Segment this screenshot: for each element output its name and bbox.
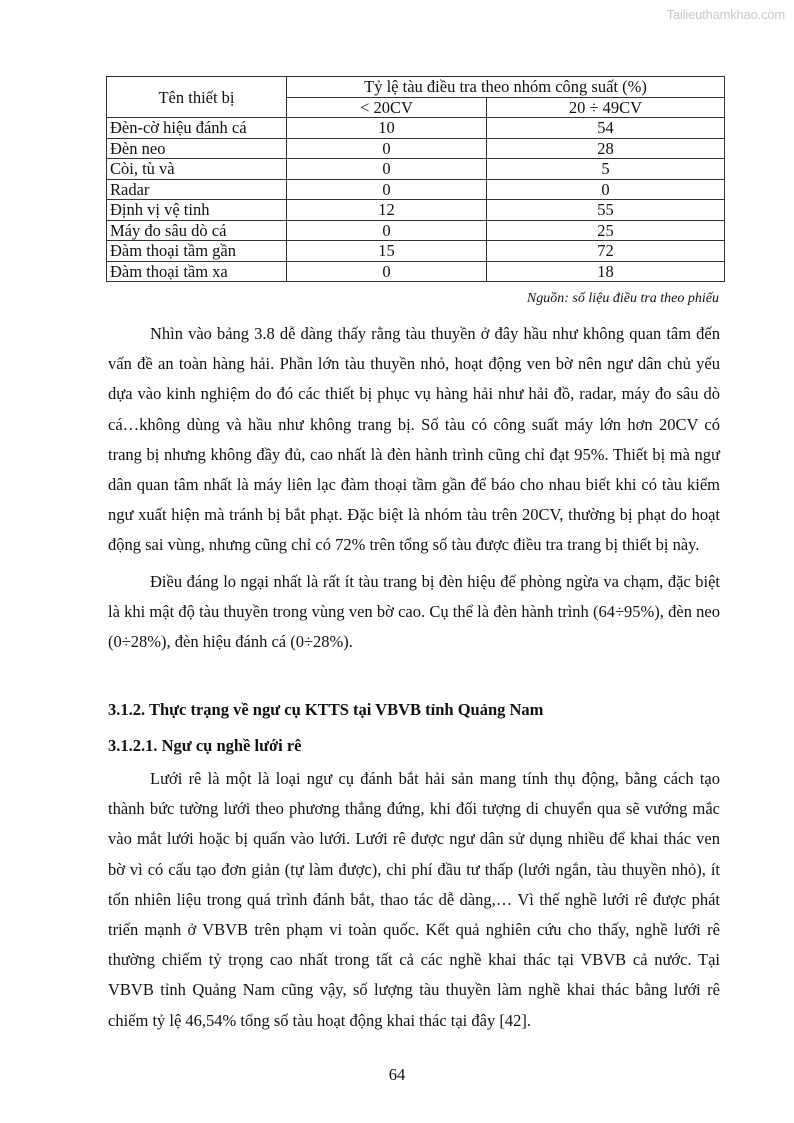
- cell-20-49: 72: [487, 241, 725, 262]
- cell-name: Đàm thoại tầm xa: [107, 261, 287, 282]
- cell-20-49: 18: [487, 261, 725, 282]
- header-20-49: 20 ÷ 49CV: [487, 97, 725, 118]
- table-row: [107, 241, 725, 262]
- cell-lt20: 0: [287, 220, 487, 241]
- cell-name: Đèn-cờ hiệu đánh cá: [107, 118, 287, 139]
- header-equipment-name: Tên thiết bị: [107, 77, 287, 118]
- cell-lt20: 0: [287, 179, 487, 200]
- cell-20-49: 0: [487, 179, 725, 200]
- paragraph-2: Điều đáng lo ngại nhất là rất ít tàu trang bị đèn hiệu để phòng ngừa va chạm, đặc biệt là khi mật độ tàu thuyền trong vùng ven bờ cao. Cụ thể là đèn hành trình (64÷95%), đèn neo (0÷28%), đèn hiệu đánh cá (0÷28%).: [108, 571, 720, 652]
- cell-name: Máy đo sâu dò cá: [107, 220, 287, 241]
- table-row: [107, 179, 725, 200]
- paragraph-3: Lưới rê là một là loại ngư cụ đánh bắt hải sản mang tính thụ động, bằng cách tạo thành bức tường lưới theo phương thẳng đứng, khi đối tượng di chuyển qua sẽ vướng mắc vào mắt lưới hoặc bị quấn vào lưới. Lưới rê được ngư dân sử dụng nhiều để khai thác ven bờ vì có cấu tạo đơn giản (tự làm được), chi phí đầu tư thấp (lưới ngắn, tàu thuyền nhỏ), ít tốn nhiên liệu trong quá trình đánh bắt, thao tác dễ dàng,… Vì thế nghề lưới rê được phát triển mạnh ở VBVB trên phạm vi toàn quốc. Kết quả nghiên cứu cho thấy, nghề lưới rê thường chiếm tỷ trọng cao nhất trong tất cả các nghề khai thác tại VBVB cả nước. Tại VBVB tỉnh Quảng Nam cũng vậy, số lượng tàu thuyền làm nghề khai thác bằng lưới rê chiếm tỷ lệ 46,54% tổng số tàu hoạt động khai thác tại đây [42].: [108, 769, 720, 1030]
- header-lt20: < 20CV: [287, 97, 487, 118]
- cell-name: Còi, tù và: [107, 159, 287, 180]
- cell-lt20: 10: [287, 118, 487, 139]
- table-row: [107, 159, 725, 180]
- cell-20-49: 28: [487, 138, 725, 159]
- section-heading-3-1-2-1: 3.1.2.1. Ngư cụ nghề lưới rê: [108, 736, 302, 755]
- body-block-1: [108, 319, 720, 657]
- header-group: Tỷ lệ tàu điều tra theo nhóm công suất (%): [287, 77, 725, 98]
- table-source-note: Nguồn: số liệu điều tra theo phiếu: [526, 291, 719, 306]
- page-number: 64: [388, 1065, 406, 1084]
- cell-lt20: 0: [287, 138, 487, 159]
- cell-20-49: 54: [487, 118, 725, 139]
- equipment-table: [106, 76, 725, 282]
- table-row: [107, 261, 725, 282]
- table-row: [107, 118, 725, 139]
- cell-20-49: 25: [487, 220, 725, 241]
- table-row: [107, 200, 725, 221]
- cell-name: Đàm thoại tầm gần: [107, 241, 287, 262]
- cell-lt20: 12: [287, 200, 487, 221]
- cell-20-49: 5: [487, 159, 725, 180]
- cell-name: Định vị vệ tinh: [107, 200, 287, 221]
- cell-lt20: 0: [287, 261, 487, 282]
- table-header-row: [107, 77, 725, 98]
- paragraph-1: Nhìn vào bảng 3.8 dễ dàng thấy rằng tàu thuyền ở đây hầu như không quan tâm đến vấn đề an toàn hàng hải. Phần lớn tàu thuyền nhỏ, hoạt động ven bờ nên ngư dân chủ yếu dựa vào kinh nghiệm do đó các thiết bị phục vụ hàng hải như hải đồ, radar, máy đo sâu dò cá…không dùng và hầu như không trang bị. Số tàu có công suất máy lớn hơn 20CV có trang bị nhưng không đầy đủ, cao nhất là đèn hành trình cũng chỉ đạt 95%. Thiết bị mà ngư dân quan tâm nhất là máy liên lạc đàm thoại tầm gần để báo cho nhau biết khi có tàu kiểm ngư xuất hiện mà tránh bị bắt phạt. Đặc biệt là nhóm tàu trên 20CV, thường bị phạt do hoạt động sai vùng, nhưng cũng chỉ có 72% trên tổng số tàu được điều tra trang bị thiết bị này.: [108, 324, 720, 555]
- table-row: [107, 220, 725, 241]
- cell-lt20: 0: [287, 159, 487, 180]
- body-block-2: [108, 764, 720, 1036]
- cell-20-49: 55: [487, 200, 725, 221]
- section-heading-3-1-2: 3.1.2. Thực trạng về ngư cụ KTTS tại VBVB tỉnh Quảng Nam: [108, 700, 544, 719]
- cell-name: Radar: [107, 179, 287, 200]
- cell-lt20: 15: [287, 241, 487, 262]
- watermark: Tailieuthamkhao.com: [666, 7, 785, 22]
- cell-name: Đèn neo: [107, 138, 287, 159]
- table-row: [107, 138, 725, 159]
